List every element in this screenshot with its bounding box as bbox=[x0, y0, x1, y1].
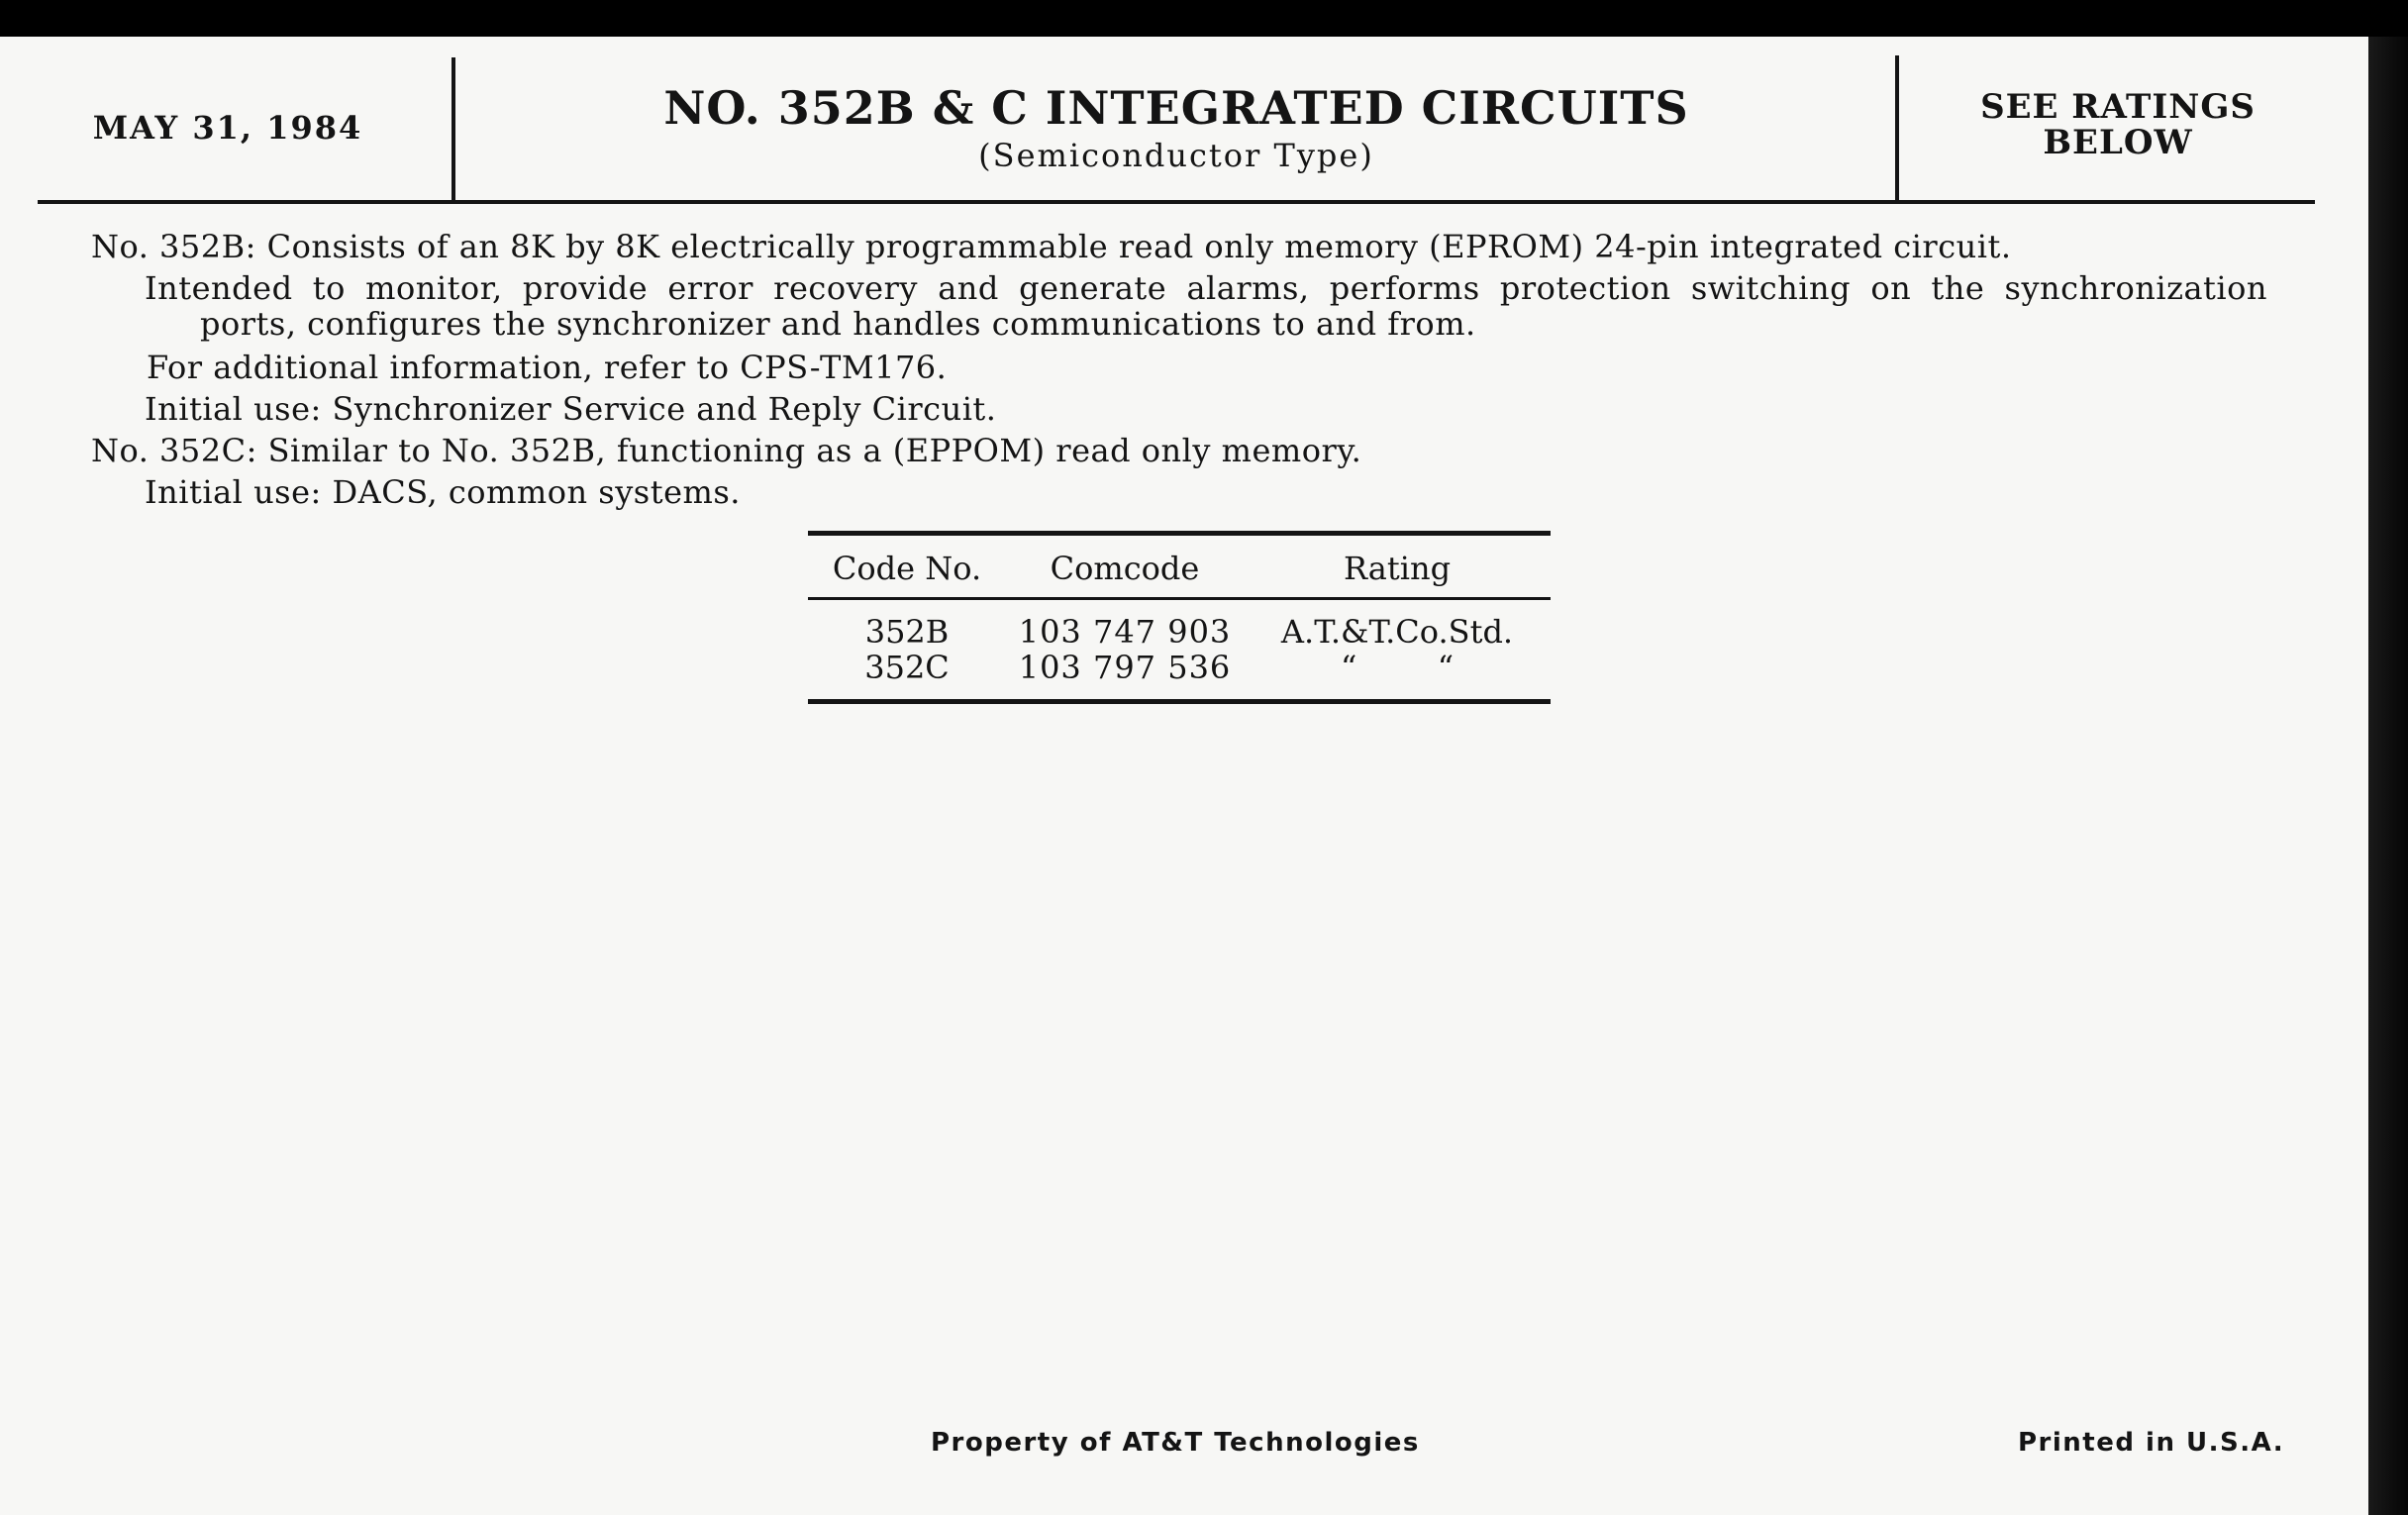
header-divider-right bbox=[1895, 55, 1899, 202]
code-table bbox=[808, 531, 1551, 704]
table-cell-comcode: 103 747 903 bbox=[1018, 613, 1232, 651]
footer-printed: Printed in U.S.A. bbox=[2018, 1428, 2285, 1458]
header-rule bbox=[38, 200, 2315, 204]
document-date: MAY 31, 1984 bbox=[92, 109, 363, 147]
table-row bbox=[808, 650, 1551, 702]
footer-property: Property of AT&T Technologies bbox=[931, 1428, 1420, 1458]
code-table-header-comcode: Comcode bbox=[1050, 550, 1200, 587]
table-cell-comcode: 103 797 536 bbox=[1018, 649, 1232, 686]
table-cell-code: 352C bbox=[864, 649, 950, 686]
scan-edge bbox=[2368, 37, 2408, 1515]
table-row bbox=[808, 599, 1551, 651]
table-cell-rating: “ “ bbox=[1340, 649, 1455, 686]
paragraph-352b-function-line2: ports, configures the synchronizer and handles communications to and from. bbox=[200, 305, 1476, 343]
ratings-note-line1: SEE RATINGS bbox=[1980, 87, 2256, 127]
paragraph-352b-initial-use: Initial use: Synchronizer Service and Reply Circuit. bbox=[145, 390, 997, 428]
code-table-header-row bbox=[808, 534, 1551, 599]
code-table-header-code: Code No. bbox=[832, 550, 982, 587]
ratings-note bbox=[1905, 89, 2331, 160]
table-cell-code: 352B bbox=[864, 613, 950, 651]
header-divider-left bbox=[452, 57, 455, 204]
paragraph-352c-initial-use: Initial use: DACS, common systems. bbox=[145, 473, 741, 511]
paragraph-352b-description: No. 352B: Consists of an 8K by 8K electrically programmable read only memory (EPROM) 24-pin integrated circuit. bbox=[91, 228, 2012, 265]
table-cell-rating: A.T.&T.Co.Std. bbox=[1280, 613, 1514, 651]
document-subtitle: (Semiconductor Type) bbox=[978, 137, 1374, 174]
document-title: NO. 352B & C INTEGRATED CIRCUITS bbox=[663, 81, 1689, 135]
paragraph-352b-function-line1: Intended to monitor, provide error recovery and generate alarms, performs protection switching on the synchronization bbox=[145, 269, 2267, 307]
code-table-header-rating: Rating bbox=[1343, 550, 1452, 587]
paragraph-reference: For additional information, refer to CPS-TM176. bbox=[147, 349, 948, 386]
paragraph-352c-description: No. 352C: Similar to No. 352B, functioning as a (EPPOM) read only memory. bbox=[91, 432, 1362, 469]
ratings-note-line2: BELOW bbox=[2043, 123, 2193, 162]
